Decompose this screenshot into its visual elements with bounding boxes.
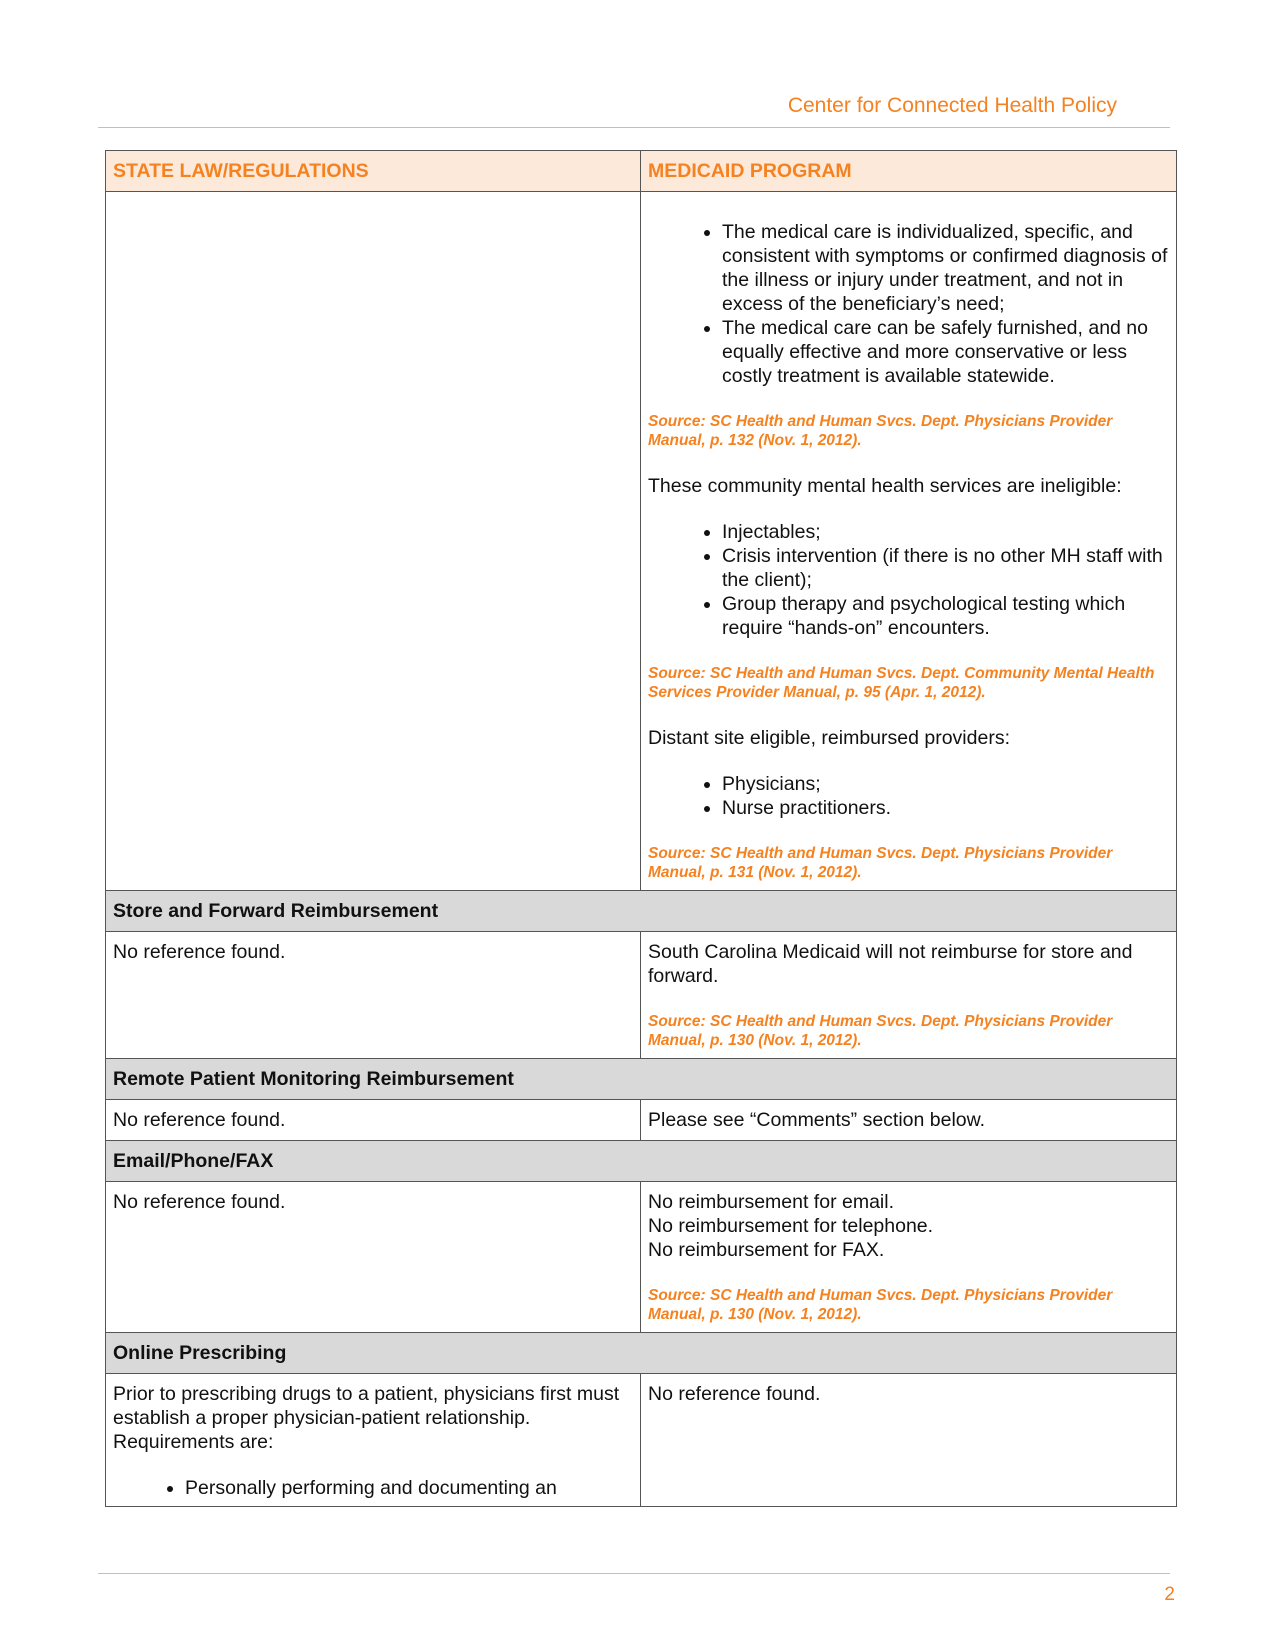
section-header-row xyxy=(106,1141,1177,1182)
list-item: • The medical care is individualized, specific, and consistent with symptoms or confirmed diagnosis of the illness or injury under treatment, and not in excess of the beneficiary’s need; xyxy=(722,220,1169,316)
list-item: • The medical care can be safely furnished, and no equally effective and more conservative or less costly treatment is available statewide. xyxy=(722,316,1169,388)
source-citation: Source: SC Health and Human Svcs. Dept. Physicians Provider Manual, p. 131 (Nov. 1, 2012). xyxy=(648,845,1113,881)
list-item: • Crisis intervention (if there is no other MH staff with the client); xyxy=(722,544,1169,592)
medicaid-cell xyxy=(641,932,1177,1059)
state-law-cell: No reference found. xyxy=(106,1100,641,1141)
footer-rule xyxy=(98,1573,1170,1574)
bullet-list xyxy=(648,772,1169,820)
section-title-store-forward: Store and Forward Reimbursement xyxy=(106,891,1177,932)
paragraph: Distant site eligible, reimbursed providers: xyxy=(648,727,1010,749)
medicaid-cell xyxy=(641,192,1177,891)
paragraph: South Carolina Medicaid will not reimburse for store and forward. xyxy=(648,941,1133,987)
bullet-list xyxy=(648,520,1169,640)
list-item: • Physicians; xyxy=(722,772,1169,796)
list-item: • Personally performing and documenting an xyxy=(185,1476,633,1500)
table-row xyxy=(106,1182,1177,1333)
page-number: 2 xyxy=(1164,1584,1175,1605)
source-citation: Source: SC Health and Human Svcs. Dept. Physicians Provider Manual, p. 130 (Nov. 1, 2012). xyxy=(648,1287,1113,1323)
section-title-online-prescribing: Online Prescribing xyxy=(106,1333,1177,1374)
paragraph: Prior to prescribing drugs to a patient, physicians first must establish a proper physician-patient relationship. Requirements are: xyxy=(113,1383,620,1453)
section-title-remote-monitoring: Remote Patient Monitoring Reimbursement xyxy=(106,1059,1177,1100)
table-row xyxy=(106,932,1177,1059)
list-item: • Injectables; xyxy=(722,520,1169,544)
source-citation: Source: SC Health and Human Svcs. Dept. Physicians Provider Manual, p. 132 (Nov. 1, 2012). xyxy=(648,413,1113,449)
bullet-list xyxy=(113,1476,633,1500)
list-item: • Nurse practitioners. xyxy=(722,796,1169,820)
paragraph: No reimbursement for email. xyxy=(648,1191,894,1213)
table-row xyxy=(106,1100,1177,1141)
column-header-medicaid: MEDICAID PROGRAM xyxy=(641,151,1177,192)
state-law-cell: No reference found. xyxy=(106,932,641,1059)
paragraph: These community mental health services are ineligible: xyxy=(648,475,1122,497)
paragraph: No reimbursement for FAX. xyxy=(648,1239,885,1261)
section-title-email-phone-fax: Email/Phone/FAX xyxy=(106,1141,1177,1182)
policy-table xyxy=(105,150,1177,1507)
section-header-row xyxy=(106,1059,1177,1100)
section-header-row xyxy=(106,1333,1177,1374)
source-citation: Source: SC Health and Human Svcs. Dept. Physicians Provider Manual, p. 130 (Nov. 1, 2012). xyxy=(648,1013,1113,1049)
state-law-cell xyxy=(106,192,641,891)
medicaid-cell xyxy=(641,1182,1177,1333)
table-row xyxy=(106,192,1177,891)
bullet-list xyxy=(648,220,1169,388)
source-citation: Source: SC Health and Human Svcs. Dept. Community Mental Health Services Provider Manual, p. 95 (Apr. 1, 2012). xyxy=(648,665,1155,701)
table-row xyxy=(106,1374,1177,1507)
list-item: • Group therapy and psychological testing which require “hands-on” encounters. xyxy=(722,592,1169,640)
medicaid-cell: No reference found. xyxy=(641,1374,1177,1507)
section-header-row xyxy=(106,891,1177,932)
column-header-state-law: STATE LAW/REGULATIONS xyxy=(106,151,641,192)
paragraph: No reimbursement for telephone. xyxy=(648,1215,934,1237)
header-rule xyxy=(98,127,1170,128)
state-law-cell: No reference found. xyxy=(106,1182,641,1333)
table-header-row xyxy=(106,151,1177,192)
org-header: Center for Connected Health Policy xyxy=(787,94,1117,117)
medicaid-cell: Please see “Comments” section below. xyxy=(641,1100,1177,1141)
state-law-cell xyxy=(106,1374,641,1507)
